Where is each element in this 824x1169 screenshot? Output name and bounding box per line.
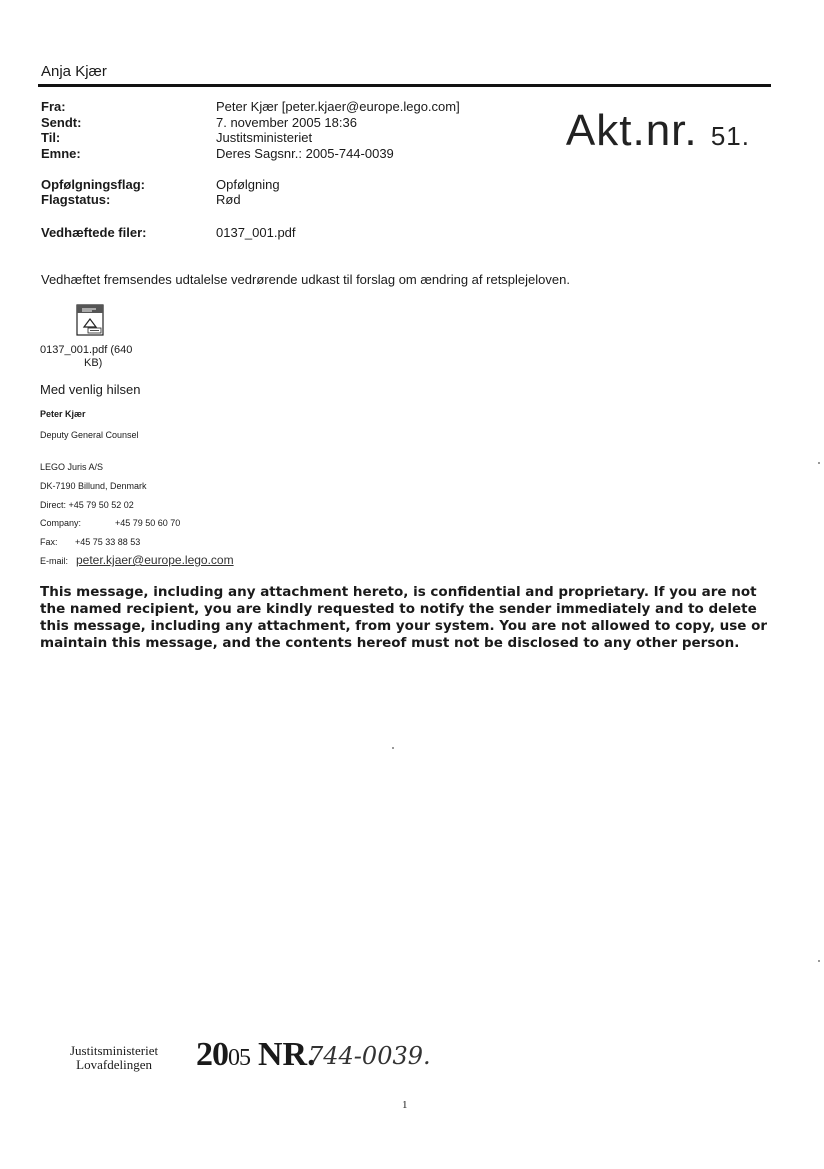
signature-fax: +45 75 33 88 53 [75, 537, 141, 547]
receipt-stamp-org-line2: Lovafdelingen [76, 1057, 152, 1072]
signature-email-link[interactable]: peter.kjaer@europe.lego.com [76, 553, 234, 567]
from-label: Fra: [41, 99, 66, 114]
message-body: Vedhæftet fremsendes udtalelse vedrørende udkast til forslag om ændring af retsplejeloven. [41, 272, 570, 287]
signature-direct-phone: Direct: +45 79 50 52 02 [40, 500, 134, 510]
flag-status-label: Flagstatus: [41, 192, 111, 207]
signature-name: Peter Kjær [40, 409, 86, 419]
receipt-stamp-year-suffix: 05 [228, 1045, 250, 1071]
closing-text: Med venlig hilsen [40, 382, 141, 397]
receipt-stamp-org [70, 1044, 158, 1072]
receipt-stamp-year-prefix: 20 [196, 1036, 228, 1073]
scan-speck [818, 960, 820, 962]
to-value: Justitsministeriet [216, 130, 313, 145]
subject-label: Emne: [41, 146, 81, 161]
receipt-stamp-org-line1: Justitsministeriet [70, 1043, 159, 1058]
signature-title: Deputy General Counsel [40, 430, 139, 440]
signature-address: DK-7190 Billund, Denmark [40, 481, 147, 491]
attachments-label: Vedhæftede filer: [41, 225, 147, 240]
receipt-stamp-nr-label: NR. [258, 1036, 316, 1073]
attachment-size: KB) [84, 357, 103, 369]
signature-company-phone: +45 79 50 60 70 [115, 518, 181, 528]
sent-label: Sendt: [41, 115, 82, 130]
signature-company-phone-label: Company: [40, 518, 82, 528]
signature-fax-label: Fax: [40, 537, 58, 547]
followup-flag-value: Opfølgning [216, 177, 280, 192]
receipt-stamp-case-number: 744-0039. [308, 1042, 431, 1070]
signature-company: LEGO Juris A/S [40, 462, 104, 472]
akt-nr-stamp [566, 106, 750, 156]
receipt-stamp-year [196, 1036, 250, 1074]
from-value: Peter Kjær [peter.kjaer@europe.lego.com] [216, 99, 460, 114]
page-number: 1 [402, 1099, 408, 1111]
sent-value: 7. november 2005 18:36 [216, 115, 357, 130]
to-label: Til: [41, 130, 61, 145]
attachments-value: 0137_001.pdf [216, 225, 296, 240]
scan-speck [818, 462, 820, 464]
attachment-filename[interactable]: 0137_001.pdf (640 [40, 344, 133, 356]
signature-email-label: E-mail: [40, 556, 69, 566]
pdf-file-icon[interactable] [74, 303, 108, 337]
confidentiality-disclaimer: This message, including any attachment hereto, is confidential and proprietary. If you are not the named recipient, you are kindly requested to notify the sender immediately and to delete this message, including any attachment, from your system. You are not allowed to copy, use or maintain this message, and the contents hereof must not be disclosed to any other person. [40, 584, 768, 651]
scan-speck [392, 747, 394, 749]
mailbox-owner: Anja Kjær [41, 63, 107, 80]
subject-value: Deres Sagsnr.: 2005-744-0039 [216, 146, 394, 161]
followup-flag-label: Opfølgningsflag: [41, 177, 145, 192]
header-rule [38, 84, 771, 87]
akt-nr-number: 51. [710, 121, 750, 151]
flag-status-value: Rød [216, 192, 241, 207]
akt-nr-label: Akt.nr. [565, 106, 698, 155]
